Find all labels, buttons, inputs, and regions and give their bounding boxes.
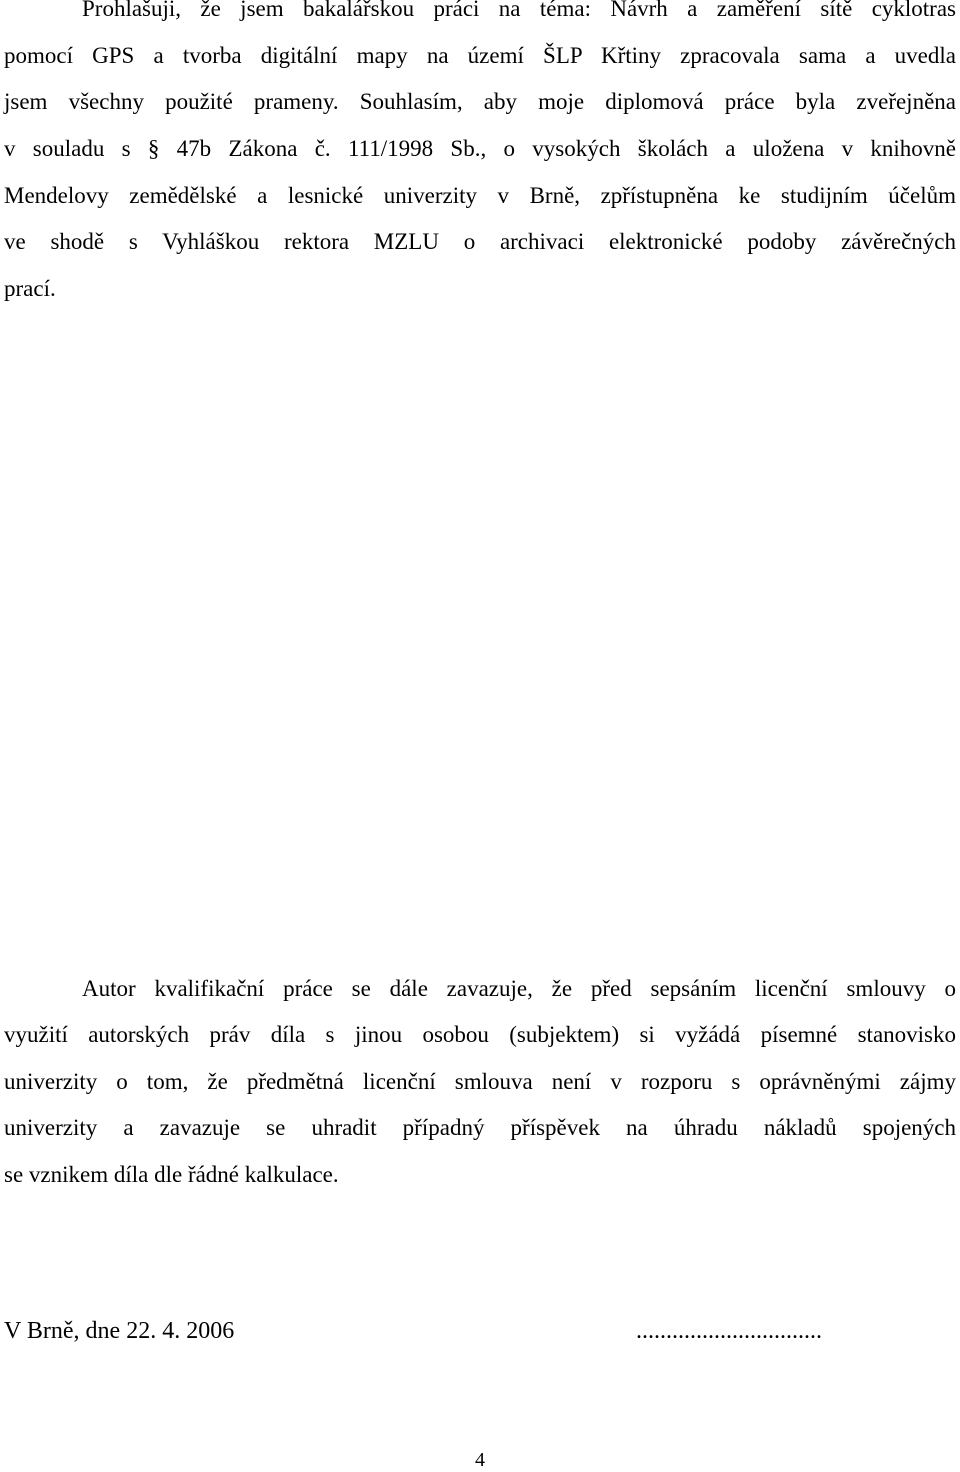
- declaration-line-7: prací.: [4, 276, 56, 301]
- signature-line: ...............................: [636, 1318, 822, 1344]
- license-line-5: se vznikem díla dle řádné kalkulace.: [4, 1162, 339, 1187]
- place-date: V Brně, dne 22. 4. 2006: [4, 1318, 235, 1344]
- declaration-line-1: Prohlašuji, že jsem bakalářskou práci na téma: Návrh a zaměření sítě cyklotras: [82, 0, 956, 21]
- declaration-line-5: Mendelovy zemědělské a lesnické univerzity v Brně, zpřístupněna ke studijním účelům: [4, 183, 956, 208]
- license-line-2: využití autorských práv díla s jinou osobou (subjektem) si vyžádá písemné stanovisko: [4, 1022, 956, 1047]
- declaration-line-3: jsem všechny použité prameny. Souhlasím, aby moje diplomová práce byla zveřejněna: [4, 89, 956, 114]
- declaration-line-4-part-b: 47b Zákona č. 111/1998 Sb., o vysokých školách a uložena v knihovně: [159, 136, 957, 161]
- declaration-line-4-part-a: v souladu s: [4, 136, 148, 161]
- license-line-3: univerzity o tom, že předmětná licenční smlouva není v rozporu s oprávněnými zájmy: [4, 1069, 956, 1094]
- license-line-4: univerzity a zavazuje se uhradit případný příspěvek na úhradu nákladů spojených: [4, 1115, 956, 1140]
- license-line-1: Autor kvalifikační práce se dále zavazuje, že před sepsáním licenční smlouvy o: [82, 976, 956, 1001]
- declaration-line-2: pomocí GPS a tvorba digitální mapy na území ŠLP Křtiny zpracovala sama a uvedla: [4, 43, 956, 68]
- declaration-line-4: [4, 134, 956, 164]
- page-number: 4: [475, 1449, 485, 1471]
- declaration-line-6: ve shodě s Vyhláškou rektora MZLU o archivaci elektronické podoby závěrečných: [4, 229, 956, 254]
- section-sign-icon: §: [147, 136, 160, 161]
